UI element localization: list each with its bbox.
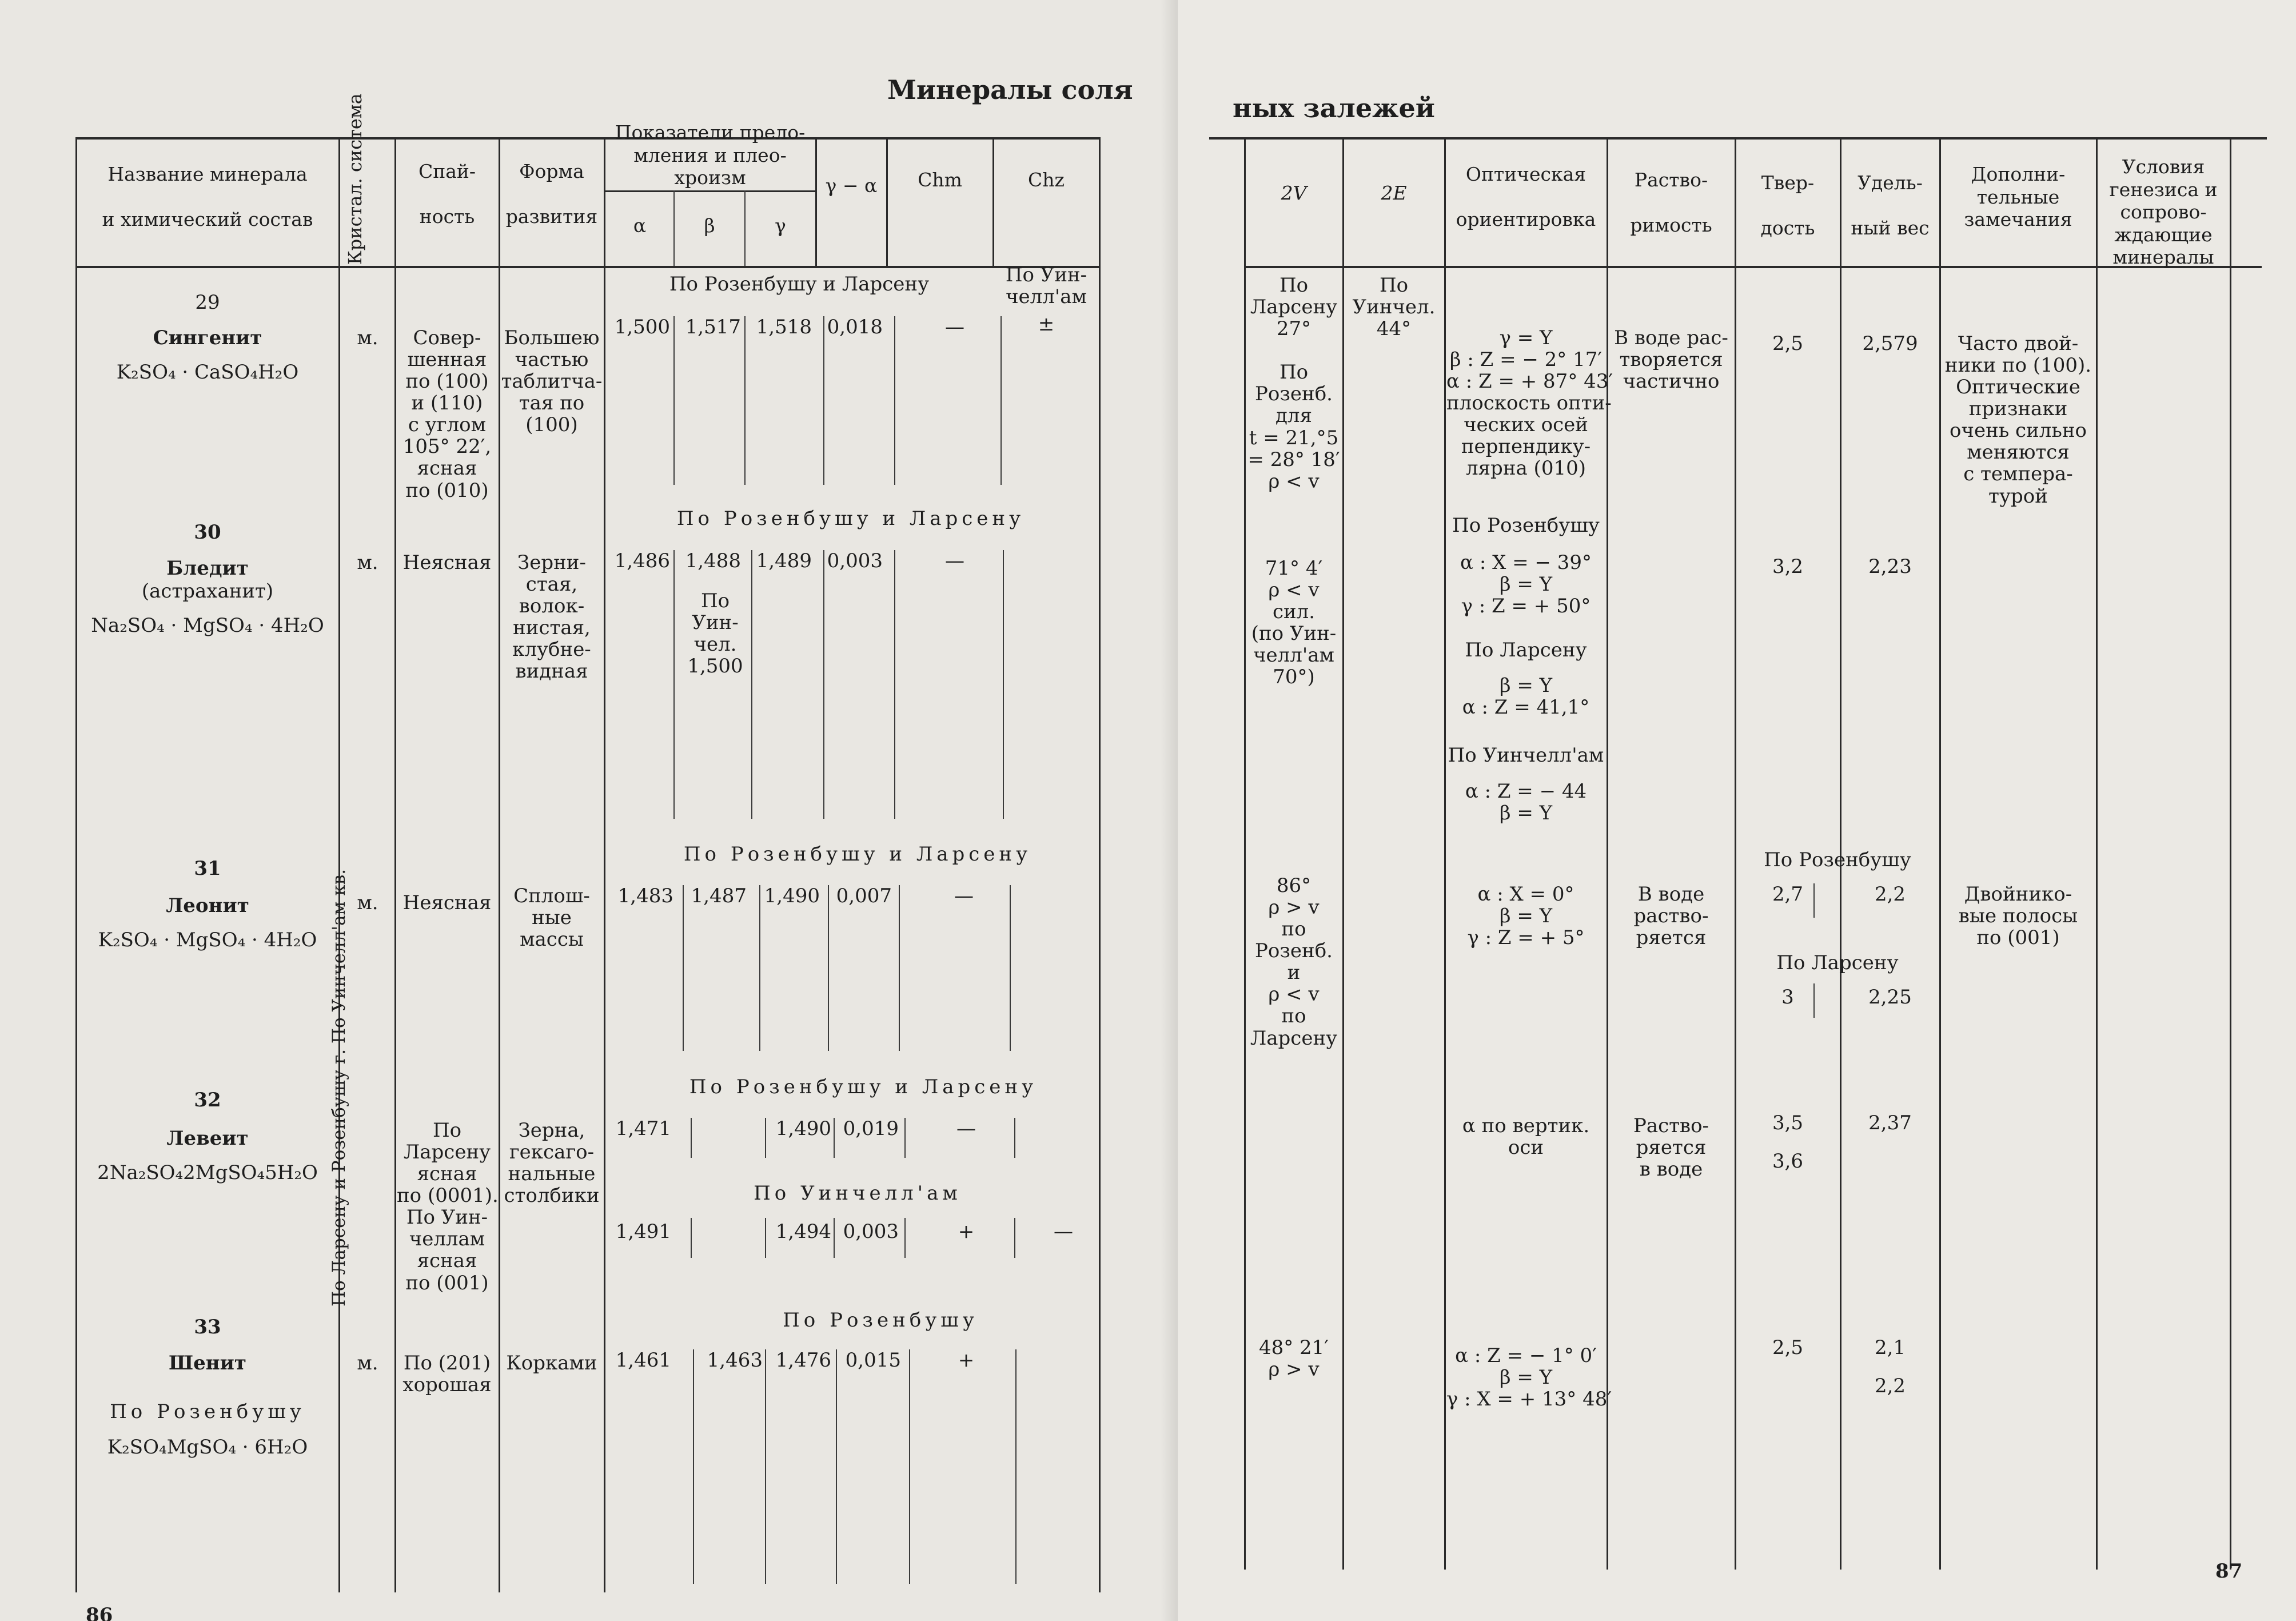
source-label: По Ларсену [1776, 951, 1899, 974]
source-label: По Розенбушу и Ларсену [669, 273, 930, 296]
mineral-number: 33 [194, 1316, 221, 1339]
2V-value: По Ларсену 27° По Розенб. для t = 21,°5 = 28° 18′ ρ < v [1247, 274, 1340, 493]
col-border [1444, 137, 1446, 1570]
header-solubility: Раство- римость [1630, 169, 1712, 237]
chm-value: — [945, 549, 964, 572]
optical-orientation: β = Y α : Z = 41,1° [1462, 674, 1590, 719]
cell-divider [744, 316, 746, 485]
header-hardness: Твер- дость [1760, 172, 1815, 240]
cell-divider [1003, 550, 1004, 819]
col-border [2096, 137, 2098, 1570]
notes: Двойнико- вые полосы по (001) [1958, 883, 2078, 950]
mineral-formula: K₂SO₄ · CaSO₄H₂O [116, 361, 299, 384]
gamma-alpha-value: 0,015 [845, 1349, 901, 1372]
optical-orientation: α : X = 0° β = Y γ : Z = + 5° [1467, 883, 1585, 950]
source-label: По Розенбушу и Ларсену [689, 1076, 1038, 1098]
cell-divider [673, 316, 675, 485]
cell-divider [823, 550, 824, 819]
mineral-formula: K₂SO₄ · MgSO₄ · 4H₂O [98, 929, 317, 951]
mineral-name: Левеит [166, 1127, 249, 1150]
mineral-number: 32 [194, 1089, 221, 1112]
crystal-system: м. [357, 326, 378, 349]
header-notes: Дополни- тельные замечания [1964, 163, 2072, 231]
solubility: В воде раство- ряется [1633, 883, 1709, 950]
gamma-value: 1,476 [775, 1349, 831, 1372]
cell-divider [1014, 1218, 1015, 1258]
gamma-alpha-value: 0,019 [843, 1117, 899, 1140]
source-label-chz: По Уин- челл'ам [1005, 264, 1087, 309]
mineral-formula: Na₂SO₄ · MgSO₄ · 4H₂O [91, 614, 324, 637]
beta-value: 1,463 [707, 1349, 763, 1372]
gamma-value: 1,490 [775, 1117, 831, 1140]
chm-value: — [956, 1117, 976, 1140]
page-number-right: 87 [2215, 1560, 2243, 1583]
mineral-name: Шенит [169, 1352, 246, 1375]
mineral-name-alt: (астраханит) [141, 580, 274, 603]
header-alpha: α [633, 214, 647, 237]
crystal-system: м. [357, 891, 378, 914]
mineral-number: 29 [195, 291, 220, 314]
mineral-name: Сингенит [153, 326, 262, 349]
cell-divider [691, 1118, 692, 1158]
col-border [815, 137, 817, 266]
header-2V: 2V [1281, 182, 1307, 204]
mineral-name-source: По Розенбушу [110, 1400, 305, 1423]
header-name: Название минерала и химический состав [102, 163, 313, 231]
cell-divider [823, 316, 824, 485]
header-crystal-system: Кристал. система [344, 93, 366, 265]
table-top-rule [1209, 137, 2267, 140]
cell-divider [828, 885, 829, 1051]
mineral-number: 31 [194, 857, 221, 880]
chm-value-2: + [958, 1220, 975, 1243]
gamma-value: 1,489 [756, 549, 812, 572]
beta-value: 1,488 [685, 549, 741, 572]
2V-value: 48° 21′ ρ > v [1258, 1336, 1329, 1381]
density: 2,579 [1862, 332, 1918, 355]
table-top-rule [75, 137, 1099, 140]
crystal-system: м. [357, 551, 378, 574]
beta-value: 1,517 [685, 316, 741, 338]
col-border [886, 137, 888, 266]
cell-divider [909, 1349, 910, 1584]
source-label-2: По Уинчелл'ам [754, 1182, 962, 1205]
density-2: 2,2 [1874, 1375, 1906, 1397]
cell-divider [1014, 1118, 1015, 1158]
hardness-2: 3 [1781, 986, 1794, 1009]
cell-divider [1813, 883, 1815, 918]
gamma-alpha-value: 0,003 [827, 549, 883, 572]
chz-value-2: — [1054, 1220, 1073, 1243]
beta-alt-value: По Уин- чел. 1,500 [687, 590, 743, 678]
cell-divider [751, 550, 752, 819]
header-gamma: γ [775, 214, 786, 237]
hardness: 2,7 [1772, 883, 1804, 906]
header-cleavage: Спай- ность [418, 160, 476, 228]
hardness: 3,2 [1772, 555, 1804, 578]
cell-divider [691, 1218, 692, 1258]
chm-value: — [945, 316, 964, 338]
chz-value: ± [1038, 313, 1055, 336]
optical-orientation: α : Z = − 44 β = Y [1465, 780, 1587, 825]
col-border [1939, 137, 1941, 1570]
header-bottom-rule [75, 266, 1099, 268]
gamma-alpha-value: 0,007 [836, 885, 892, 907]
cell-divider [683, 885, 684, 1051]
alpha-value: 1,483 [617, 885, 673, 907]
optical-orientation: γ = Y β : Z = − 2° 17′ α : Z = + 87° 43′ плоскость опти- ческих осей перпендику- лярна (010) [1446, 326, 1613, 480]
col-border [2230, 137, 2231, 1570]
density: 2,1 [1874, 1336, 1906, 1359]
header-chm: Chm [918, 169, 962, 191]
density: 2,23 [1868, 555, 1912, 578]
cell-divider [765, 1218, 766, 1258]
cell-divider [1000, 316, 1002, 485]
mineral-formula: K₂SO₄MgSO₄ · 6H₂O [107, 1436, 308, 1459]
crystal-system: м. [357, 1352, 378, 1375]
header-orientation: Оптическая ориентировка [1456, 163, 1596, 231]
solubility: В воде рас- творяется частично [1614, 326, 1728, 393]
col-border [338, 137, 340, 1592]
header-genesis: Условия генезиса и сопрово- ждающие минералы [2109, 156, 2218, 269]
source-label: По Розенбушу и Ларсену [676, 507, 1025, 530]
col-border [1342, 137, 1344, 1570]
source-label: По Розенбушу [1764, 849, 1911, 871]
cell-divider [904, 1218, 906, 1258]
hardness: 3,5 [1772, 1112, 1804, 1134]
cell-divider [834, 1118, 835, 1158]
form: Зерни- стая, волок- нистая, клубне- видная [512, 551, 591, 683]
alpha-value-2: 1,491 [615, 1220, 671, 1243]
cell-divider [1813, 983, 1815, 1018]
header-2E: 2E [1381, 182, 1407, 204]
header-chz: Chz [1028, 169, 1065, 191]
col-border [75, 137, 77, 1592]
hardness: 2,5 [1772, 1336, 1804, 1359]
alpha-value: 1,500 [614, 316, 670, 338]
optical-orientation: α по вертик. оси [1462, 1114, 1590, 1160]
gamma-value: 1,490 [764, 885, 820, 907]
cell-divider [693, 1349, 694, 1584]
col-border [604, 137, 605, 1592]
cleavage: Неясная [402, 891, 492, 914]
cell-divider [899, 885, 900, 1051]
2V-value: 71° 4′ ρ < v сил. (по Уин- челл'ам 70°) [1251, 557, 1337, 689]
refraction-subheader-rule [604, 190, 815, 192]
hardness: 2,5 [1772, 332, 1804, 355]
cell-divider [904, 1118, 906, 1158]
2V-value: 86° ρ > v по Розенб. и ρ < v по Ларсену [1250, 874, 1338, 1050]
running-head-right: ных залежей [1233, 93, 1435, 124]
cleavage: Совер- шенная по (100) и (110) с углом 105° 22′, ясная по (010) [402, 326, 492, 502]
cell-divider [894, 316, 895, 485]
col-border [1099, 137, 1101, 1592]
cell-divider [836, 1349, 837, 1584]
gamma-alpha-value: 0,018 [827, 316, 883, 338]
header-density: Удель- ный вес [1851, 172, 1930, 240]
alpha-value: 1,486 [614, 549, 670, 572]
hardness-2: 3,6 [1772, 1150, 1804, 1173]
notes: Часто двой- ники по (100). Оптические признаки очень сильно меняются с темпера- турой [1944, 332, 2092, 508]
density: 2,2 [1874, 883, 1906, 906]
chm-value: + [958, 1349, 975, 1372]
gamma-value-2: 1,494 [775, 1220, 831, 1243]
mineral-name: Леонит [166, 894, 249, 917]
density-2: 2,25 [1868, 986, 1912, 1009]
alpha-value: 1,471 [615, 1117, 671, 1140]
form: Большею частью таблитча- тая по (100) [501, 326, 603, 437]
orientation-source: По Розенбушу [1452, 514, 1600, 537]
solubility: Раство- ряется в воде [1633, 1114, 1709, 1181]
cleavage: По Ларсену ясная по (0001). По Уин- челлам ясная по (001) [397, 1119, 499, 1295]
beta-value: 1,487 [691, 885, 747, 907]
header-beta: β [704, 214, 715, 237]
cell-divider [765, 1118, 766, 1158]
cell-divider [894, 550, 895, 819]
mineral-name: Бледит [166, 557, 249, 580]
density: 2,37 [1868, 1112, 1912, 1134]
orientation-source: По Уинчелл'ам [1448, 744, 1604, 767]
mineral-formula: 2Na₂SO₄2MgSO₄5H₂O [97, 1161, 318, 1184]
form: Сплош- ные массы [513, 885, 590, 951]
col-border [1244, 137, 1246, 1570]
gamma-value: 1,518 [756, 316, 812, 338]
col-border [394, 137, 396, 1592]
form: Зерна, гексаго- нальные столбики [504, 1119, 600, 1208]
col-border [499, 137, 500, 1592]
mineral-number: 30 [194, 521, 221, 544]
cleavage: Неясная [402, 551, 492, 574]
alpha-value: 1,461 [615, 1349, 671, 1372]
page-number-left: 86 [86, 1604, 113, 1621]
source-label: По Розенбушу [783, 1309, 978, 1332]
header-refraction: Показатели прело- мления и плео- хроизм [615, 121, 806, 189]
chm-value: — [954, 885, 974, 907]
gamma-alpha-value-2: 0,003 [843, 1220, 899, 1243]
form: Корками [506, 1352, 597, 1375]
col-border [1607, 137, 1608, 1570]
cell-divider [673, 550, 675, 819]
running-head-left: Минералы соля [887, 74, 1133, 105]
header-gamma-minus-alpha: γ − α [825, 174, 878, 197]
cell-divider [834, 1218, 835, 1258]
right-page [1178, 0, 2296, 1621]
cell-divider [1010, 885, 1011, 1051]
cell-divider [765, 1349, 766, 1584]
optical-orientation: α : Z = − 1° 0′ β = Y γ : X = + 13° 48′ [1446, 1344, 1612, 1411]
optical-orientation: α : X = − 39° β = Y γ : Z = + 50° [1460, 551, 1592, 618]
cell-divider [759, 885, 760, 1051]
cell-divider [1015, 1349, 1017, 1584]
2E-value: По Уинчел. 44° [1352, 274, 1436, 341]
cleavage: По (201) хорошая [402, 1352, 492, 1397]
crystal-system-note: По Ларсену и Розенбушу г. По Уинчелл'ам кв. [329, 869, 349, 1307]
orientation-source: По Ларсену [1465, 639, 1587, 662]
col-border [992, 137, 994, 266]
header-form: Форма развития [505, 160, 598, 228]
source-label: По Розенбушу и Ларсену [683, 843, 1032, 866]
col-border [1735, 137, 1736, 1570]
